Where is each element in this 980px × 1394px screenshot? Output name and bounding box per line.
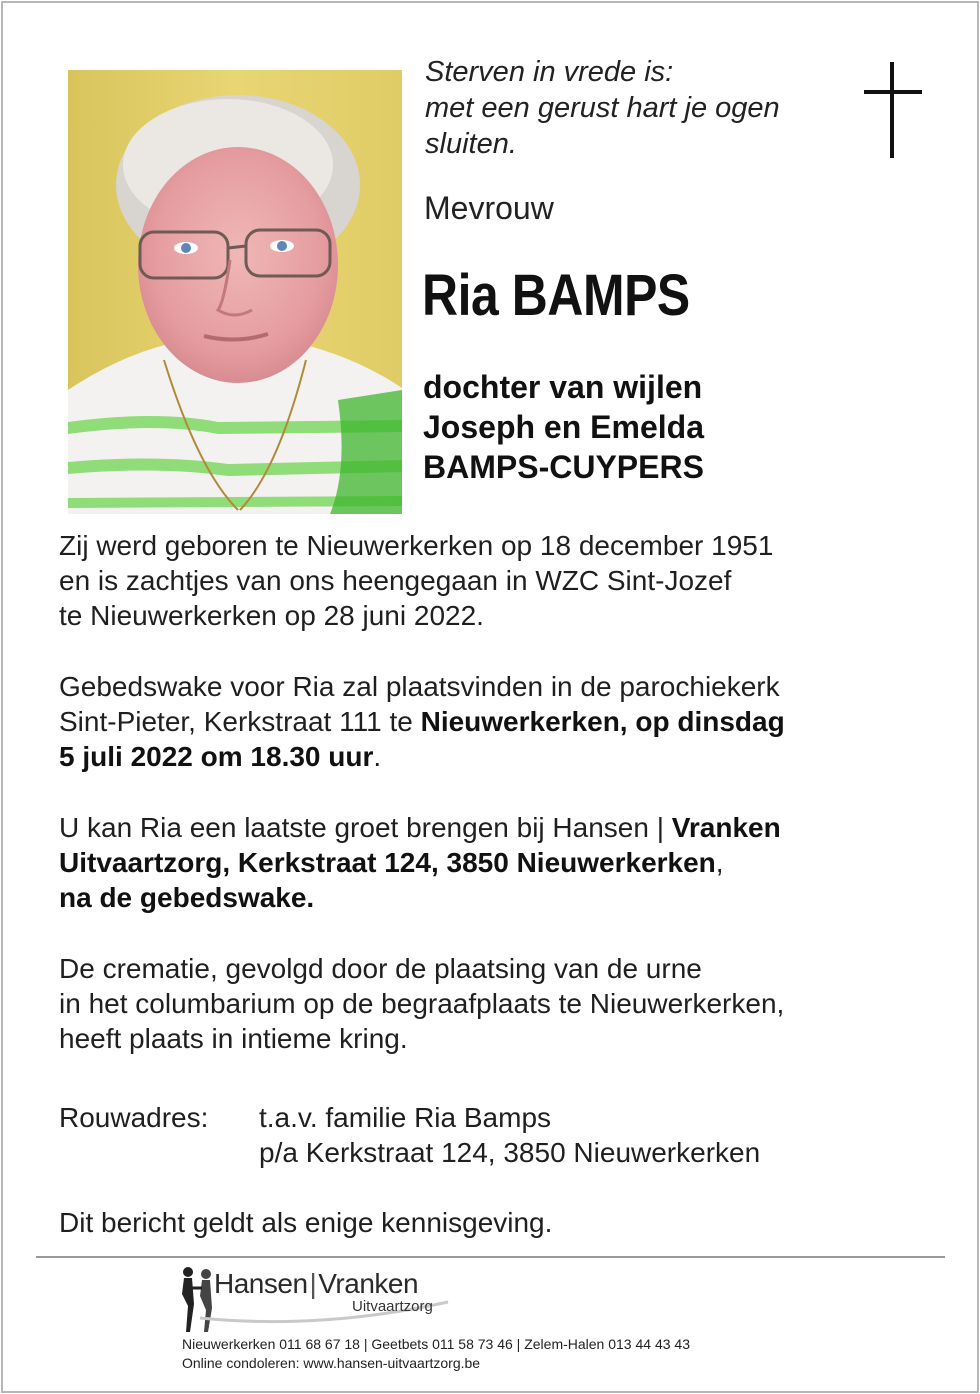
wake-place-date: Nieuwerkerken, op dinsdag <box>420 706 785 737</box>
parents-block <box>423 367 704 487</box>
greeting-address: Uitvaartzorg, Kerkstraat 124, 3850 Nieuwerkerken <box>59 847 716 878</box>
logo-name-left: Hansen <box>214 1268 308 1299</box>
mourning-address <box>259 1100 760 1170</box>
closing-note: Dit bericht geldt als enige kennisgeving. <box>59 1207 553 1238</box>
paragraph-line: in het columbarium op de begraafplaats te Nieuwerkerken, <box>59 988 785 1019</box>
verse-line: Sterven in vrede is: <box>425 56 674 88</box>
paragraph-line: Gebedswake voor Ria zal plaatsvinden in de parochiekerk <box>59 671 780 702</box>
paragraph-line: te Nieuwerkerken op 28 juni 2022. <box>59 600 484 631</box>
greeting-text: U kan Ria een laatste groet brengen bij Hansen | <box>59 812 672 843</box>
parents-line: dochter van wijlen <box>423 369 703 405</box>
wake-date-time: 5 juli 2022 om 18.30 uur <box>59 741 374 772</box>
verse-line: sluiten. <box>425 128 517 160</box>
logo-separator: | <box>309 1268 317 1299</box>
paragraph-line: Zij werd geboren te Nieuwerkerken op 18 december 1951 <box>59 530 774 561</box>
portrait-photo <box>68 70 402 514</box>
greeting-comma: , <box>715 847 724 878</box>
phone-numbers: Nieuwerkerken 011 68 67 18 | Geetbets 011 58 73 46 | Zelem-Halen 013 44 43 43 <box>182 1336 690 1352</box>
address-line: p/a Kerkstraat 124, 3850 Nieuwerkerken <box>259 1137 761 1168</box>
logo-name-right: Vranken <box>318 1268 419 1299</box>
wake-location-text: Sint-Pieter, Kerkstraat 111 te <box>59 706 421 737</box>
logo-subtitle: Uitvaartzorg <box>352 1298 433 1315</box>
parents-line: BAMPS-CUYPERS <box>423 449 704 485</box>
verse-line: met een gerust hart je ogen <box>425 92 780 124</box>
birth-death-paragraph <box>59 528 939 633</box>
footer-divider <box>36 1256 945 1258</box>
greeting-company: Vranken <box>671 812 781 843</box>
cremation-paragraph <box>59 951 939 1056</box>
paragraph-line <box>59 880 939 915</box>
online-condolence-link[interactable]: Online condoleren: www.hansen-uitvaartzorg.be <box>182 1355 481 1371</box>
paragraph-line: De crematie, gevolgd door de plaatsing van de urne <box>59 953 702 984</box>
portrait-illustration <box>68 70 402 514</box>
greeting-timing: na de gebedswake. <box>59 882 315 913</box>
funeral-home-logo-text <box>214 1268 418 1300</box>
mourning-address-label: Rouwadres: <box>59 1102 209 1133</box>
paragraph-line <box>59 704 939 739</box>
paragraph-line: en is zachtjes van ons heengegaan in WZC Sint-Jozef <box>59 565 732 596</box>
address-line: t.a.v. familie Ria Bamps <box>259 1102 552 1133</box>
wake-paragraph <box>59 669 939 774</box>
paragraph-line: heeft plaats in intieme kring. <box>59 1023 408 1054</box>
parents-line: Joseph en Emelda <box>423 409 704 445</box>
footer-contact <box>182 1335 690 1373</box>
cross-icon <box>864 62 922 160</box>
greeting-paragraph <box>59 810 939 915</box>
deceased-name: Ria BAMPS <box>422 263 690 328</box>
paragraph-line <box>59 845 939 880</box>
paragraph-line <box>59 739 939 774</box>
paragraph-line <box>59 810 939 845</box>
honorific: Mevrouw <box>424 190 554 226</box>
memorial-verse <box>425 54 845 162</box>
wake-period: . <box>373 741 382 772</box>
